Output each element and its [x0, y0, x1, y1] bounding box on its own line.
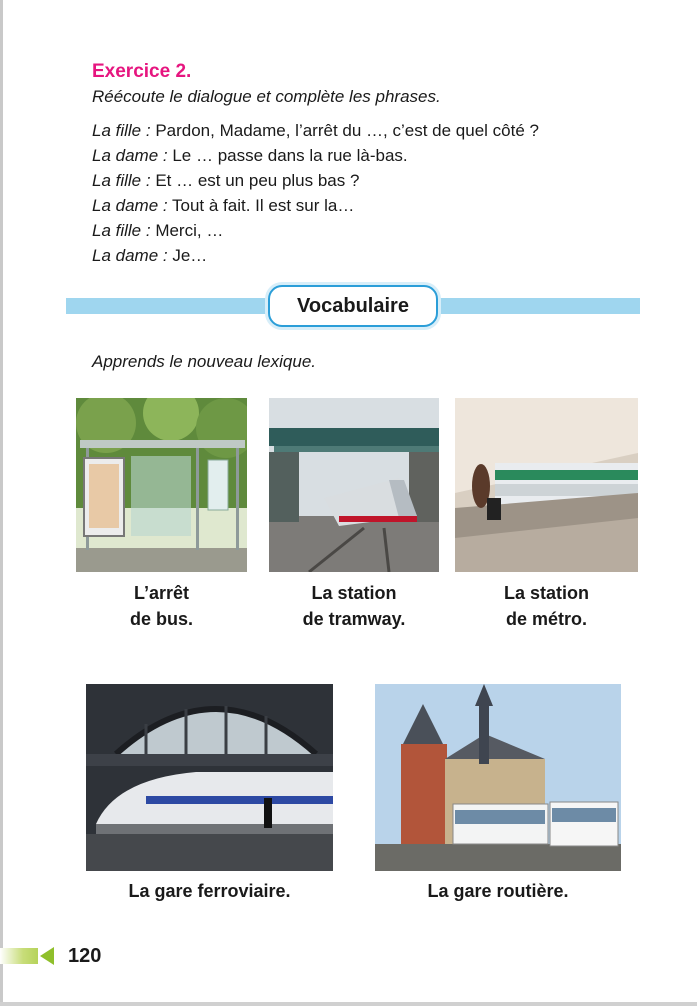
metro-station-photo: [455, 398, 638, 572]
page-edge: [0, 0, 3, 1006]
speaker: La fille :: [92, 121, 151, 140]
line-text: Tout à fait. Il est sur la…: [167, 196, 355, 215]
line-text: Merci, …: [150, 221, 224, 240]
exercise-instruction: Réécoute le dialogue et complète les phrases.: [92, 87, 441, 106]
exercise-title: Exercice 2.: [92, 61, 192, 82]
caption-bus-stop: [76, 580, 247, 632]
speaker: La fille :: [92, 221, 151, 240]
page-footer: [0, 943, 120, 969]
speaker: La dame :: [92, 146, 168, 165]
dialogue-line: [92, 193, 672, 218]
exercise-block: [92, 60, 672, 268]
caption-line: de métro.: [505, 609, 588, 629]
caption-line: La station: [503, 583, 589, 603]
dialogue-line: [92, 118, 672, 143]
page-marker-bar: [0, 948, 38, 964]
page-number: 120: [68, 945, 102, 967]
caption-line: La gare routière.: [427, 881, 569, 901]
caption-railway-station: [86, 878, 333, 904]
speaker: La dame :: [92, 246, 168, 265]
line-text: Et … est un peu plus bas ?: [150, 171, 360, 190]
caption-line: La gare ferroviaire.: [128, 881, 291, 901]
caption-line: L’arrêt: [133, 583, 190, 603]
speaker: La fille :: [92, 171, 151, 190]
dialogue-line: [92, 143, 672, 168]
line-text: Je…: [167, 246, 208, 265]
tram-station-photo: [269, 398, 439, 572]
dialogue-line: [92, 218, 672, 243]
page-edge-bottom: [0, 1002, 697, 1006]
railway-station-photo: [86, 684, 333, 871]
line-text: Pardon, Madame, l’arrêt du …, c’est de quel côté ?: [150, 121, 539, 140]
line-text: Le … passe dans la rue là-bas.: [167, 146, 408, 165]
vocab-heading: Vocabulaire: [268, 285, 438, 327]
caption-metro-station: [455, 580, 638, 632]
arrow-left-icon: [40, 947, 54, 965]
caption-line: de tramway.: [302, 609, 406, 629]
dialogue-line: [92, 243, 672, 268]
dialogue-line: [92, 168, 672, 193]
caption-line: de bus.: [129, 609, 193, 629]
bus-stop-photo: [76, 398, 247, 572]
speaker: La dame :: [92, 196, 168, 215]
vocab-instruction: Apprends le nouveau lexique.: [92, 352, 316, 371]
bus-station-photo: [375, 684, 621, 871]
caption-bus-station: [375, 878, 621, 904]
caption-line: La station: [311, 583, 397, 603]
caption-tram-station: [269, 580, 439, 632]
